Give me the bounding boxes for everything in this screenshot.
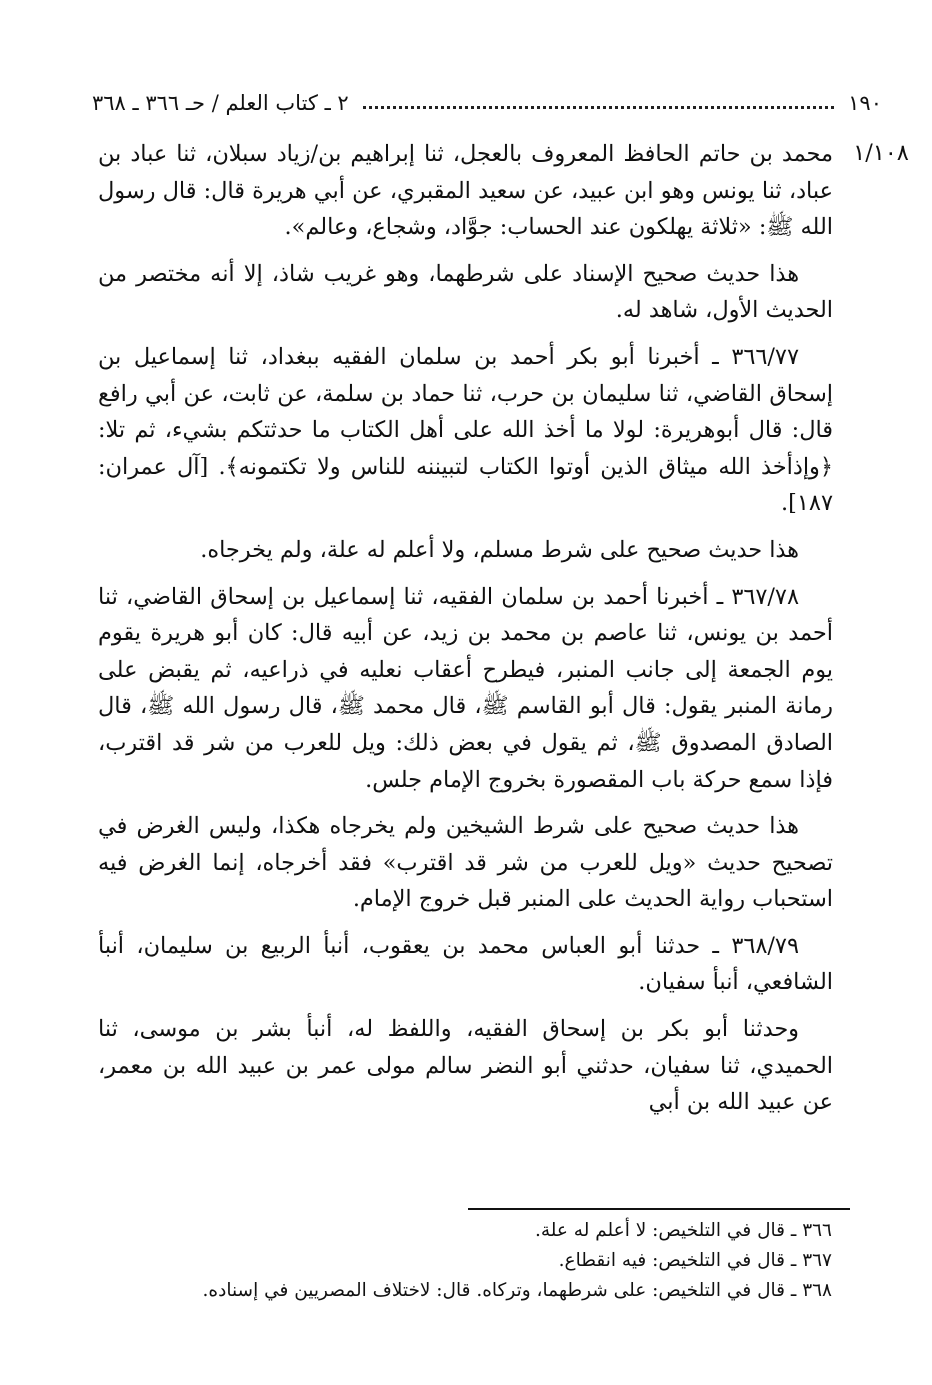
- paragraph-commentary: هذا حديث صحيح الإسناد على شرطهما، وهو غريب شاذ، إلا أنه مختصر من الحديث الأول، شاهد له.: [98, 260, 833, 324]
- hadith-366: ٣٦٦/٧٧ ـ أخبرنا أبو بكر أحمد بن سلمان الفقيه ببغداد، ثنا إسماعيل بن إسحاق القاضي، ثنا سليمان بن حرب، ثنا حماد بن سلمة، عن ثابت، عن أبي رافع قال: قال أبوهريرة: لولا ما أخذ الله على أهل الكتاب ما حدثتكم بشيء، ثم تلا: ﴿وإذأخذ الله ميثاق الذين أوتوا الكتاب لتبيننه للناس ولا تكتمونه﴾. [آل عمران: ١٨٧].: [98, 343, 833, 517]
- page-number: ١٩٠: [848, 91, 882, 115]
- paragraph-commentary: هذا حديث صحيح على شرط مسلم، ولا أعلم له علة، ولم يخرجاه.: [200, 536, 799, 563]
- footnote-separator: [468, 1208, 850, 1210]
- footnote-368: ٣٦٨ ـ قال في التلخيص: على شرطهما، وتركاه. قال: لاختلاف المصريين في إسناده.: [202, 1280, 832, 1301]
- main-text: [98, 136, 833, 1131]
- footnote-366: ٣٦٦ ـ قال في التلخيص: لا أعلم له علة.: [534, 1220, 832, 1241]
- footnotes: [92, 1216, 832, 1306]
- page-header: [92, 86, 882, 120]
- running-title: ٢ ـ كتاب العلم / حـ ٣٦٦ ـ ٣٦٨: [92, 91, 349, 115]
- hadith-367: ٣٦٧/٧٨ ـ أخبرنا أحمد بن سلمان الفقيه، ثنا إسماعيل بن إسحاق القاضي، ثنا أحمد بن يونس، ثنا عاصم بن محمد بن زيد، عن أبيه قال: كان أبو هريرة يقوم يوم الجمعة إلى جانب المنبر، فيطرح أعقاب نعليه في ذراعيه، ثم يقبض على رمانة المنبر يقول: قال أبو القاسم ﷺ، قال محمد ﷺ، قال رسول الله ﷺ، قال الصادق المصدوق ﷺ، ثم يقول في بعض ذلك: ويل للعرب من شر قد اقترب، فإذا سمع حركة باب المقصورة بخروج الإمام جلس.: [98, 583, 833, 793]
- header-dot-leader: [363, 106, 834, 109]
- hadith-368: ٣٦٨/٧٩ ـ حدثنا أبو العباس محمد بن يعقوب، أنبأ الربيع بن سليمان، أنبأ الشافعي، أنبأ سفيان.: [98, 932, 833, 996]
- paragraph-chain: وحدثنا أبو بكر بن إسحاق الفقيه، واللفظ له، أنبأ بشر بن موسى، ثنا الحميدي، ثنا سفيان، حدثني أبو النضر سالم مولى عمر بن عبيد الله بن معمر، عن عبيد الله بن أبي: [98, 1016, 833, 1116]
- footnote-367: ٣٦٧ ـ قال في التلخيص: فيه انقطاع.: [558, 1250, 832, 1271]
- paragraph-commentary: هذا حديث صحيح على شرط الشيخين ولم يخرجاه هكذا، وليس الغرض في تصحيح حديث «ويل للعرب من شر قد اقترب» فقد أخرجاه، إنما الغرض فيه استحباب رواية الحديث على المنبر قبل خروج الإمام.: [98, 813, 833, 913]
- paragraph-continuation: محمد بن حاتم الحافظ المعروف بالعجل، ثنا إبراهيم بن/زياد سبلان، ثنا عباد بن عباد، ثنا يونس وهو ابن عبيد، عن سعيد المقبري، عن أبي هريرة قال: قال رسول الله ﷺ: «ثلاثة يهلكون عند الحساب: جوَّاد، وشجاع، وعالم».: [98, 141, 833, 241]
- margin-reference: ١/١٠٨: [853, 140, 909, 166]
